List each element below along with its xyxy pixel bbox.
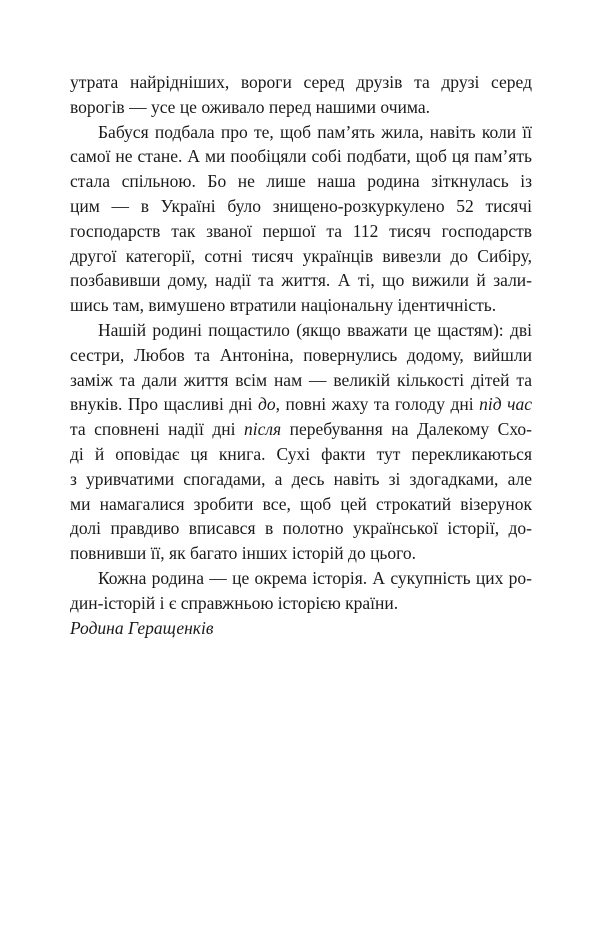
text-line: Нашій родині пощастило (якщо вважати це щастям): дві [98, 319, 532, 340]
paragraph-4 [70, 566, 532, 616]
text-line: цим — в Україні було знищено-розкуркулено 52 тисячі [70, 195, 532, 216]
italic-word: під час [479, 394, 533, 415]
paragraph-2 [70, 120, 532, 318]
italic-word: після [243, 419, 282, 440]
text-line: повнивши її, як багато інших історій до цього. [70, 543, 417, 564]
text-line-mixed [70, 417, 532, 442]
text-run: перебування на Далекому Схо- [281, 419, 532, 440]
text-line: ді й оповідає ця книга. Сухі факти тут перекликаються [70, 443, 532, 464]
text-line: заміж та дали життя всім нам — великій кількості дітей та [70, 369, 532, 390]
text-line: сестри, Любов та Антоніна, повернулись додому, вийшли [70, 344, 532, 365]
signature: Родина Геращенків [70, 617, 214, 638]
text-line: Бабуся подбала про те, щоб пам’ять жила, навіть коли її [98, 121, 532, 142]
text-line: шись там, вимушено втратили національну ідентичність. [70, 295, 497, 316]
text-line-mixed [70, 392, 532, 417]
text-line: стала спільною. Бо не лише наша родина зіткнулась із [70, 171, 532, 192]
book-page-text [70, 70, 532, 640]
text-line: позбавивши дому, надії та життя. А ті, що вижили й зали- [70, 270, 532, 291]
text-line: з уривчатими спогадами, а десь навіть зі здогадками, але [70, 468, 532, 489]
text-line: господарств так званої першої та 112 тисяч господарств [70, 220, 532, 241]
text-run: внуків. Про щасливі дні [70, 394, 259, 415]
text-line: ми намагалися зробити все, щоб цей строкатий візерунок [70, 493, 532, 514]
text-run: та сповнені надії дні [70, 419, 244, 440]
text-line: самої не стане. А ми пообіцяли собі подбати, щоб ця пам’ять [70, 146, 532, 167]
paragraph-1 [70, 70, 532, 120]
text-line: долі правдиво вписався в полотно української історії, до- [70, 518, 532, 539]
text-line: другої категорії, сотні тисяч українців вивезли до Сибіру, [70, 245, 532, 266]
text-line: ворогів — усе це оживало перед нашими очима. [70, 96, 430, 117]
text-line: дин-історій і є справжньою історією країни. [70, 592, 399, 613]
paragraph-3 [70, 318, 532, 566]
text-line: Кожна родина — це окрема історія. А сукупність цих ро- [98, 567, 532, 588]
text-line: утрата найрідніших, вороги серед друзів та друзі серед [70, 72, 532, 92]
italic-word: до [258, 394, 276, 415]
text-run: , повні жаху та голоду дні [275, 394, 480, 415]
